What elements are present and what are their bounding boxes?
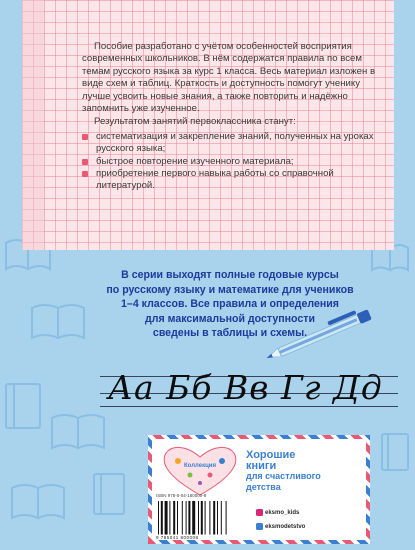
tagline-line: для счастливого <box>246 471 321 481</box>
grid-paper-note <box>22 0 394 250</box>
tagline-line: книги <box>246 459 277 472</box>
heart-label: Коллекция <box>184 463 216 469</box>
social-vk <box>256 523 305 530</box>
results-list <box>82 131 385 193</box>
book-icon <box>6 384 40 428</box>
heart-icon <box>156 443 244 497</box>
promo-line: по русскому языку и математике для учеников <box>106 283 354 296</box>
social-handle: eksmo_kids <box>265 510 300 517</box>
promo-line: В серии выходят полные годовые курсы <box>121 269 339 281</box>
promo-line: 1–4 классов. Все правила и определения <box>121 298 339 310</box>
list-item: систематизация и закрепление знаний, полученных на уроках русского языка; <box>82 131 385 156</box>
tagline-line: Хорошие <box>246 449 296 461</box>
social-instagram <box>256 509 299 516</box>
tagline-line: детства <box>246 481 281 492</box>
promo-line: сведены в таблицы и схемы. <box>152 327 308 339</box>
pen-icon <box>262 305 382 365</box>
isbn-text: ISBN 978-5-04-180000-8 <box>156 493 207 498</box>
results-heading: Результатом занятий первоклассника станут: <box>94 116 296 128</box>
vk-icon <box>256 523 263 530</box>
list-item: приобретение первого навыка работы со справочной литературой. <box>82 168 385 193</box>
book-icon <box>52 415 104 448</box>
barcode-icon <box>156 501 246 539</box>
book-icon <box>12 485 64 518</box>
paper-text-block <box>82 41 385 193</box>
book-icon <box>94 474 124 514</box>
publisher-card <box>148 435 370 544</box>
barcode-number: 9 785041 800008 <box>156 535 199 540</box>
cursive-alphabet: Аа Бб Вв Гг Дд <box>108 368 383 407</box>
list-item: быстрое повторение изученного материала; <box>82 156 385 168</box>
promo-line: для максимальной доступности <box>145 312 315 325</box>
instagram-icon <box>256 509 263 516</box>
book-icon <box>382 434 408 470</box>
paper-fold-corner <box>22 0 44 250</box>
intro-paragraph: Пособие разработано с учётом особенностей восприятия современных школьников. В нём содержатся правила по всем темам русского языка за курс 1 класса. Весь материал изложен в виде схем и таблиц. Краткость и доступность помогут ученику лучше усвоить новые знания, а также повторить и надёжно запомнить уже изученное. <box>82 41 376 115</box>
social-handle: eksmodetstvo <box>265 524 306 531</box>
card-tagline <box>246 450 361 492</box>
